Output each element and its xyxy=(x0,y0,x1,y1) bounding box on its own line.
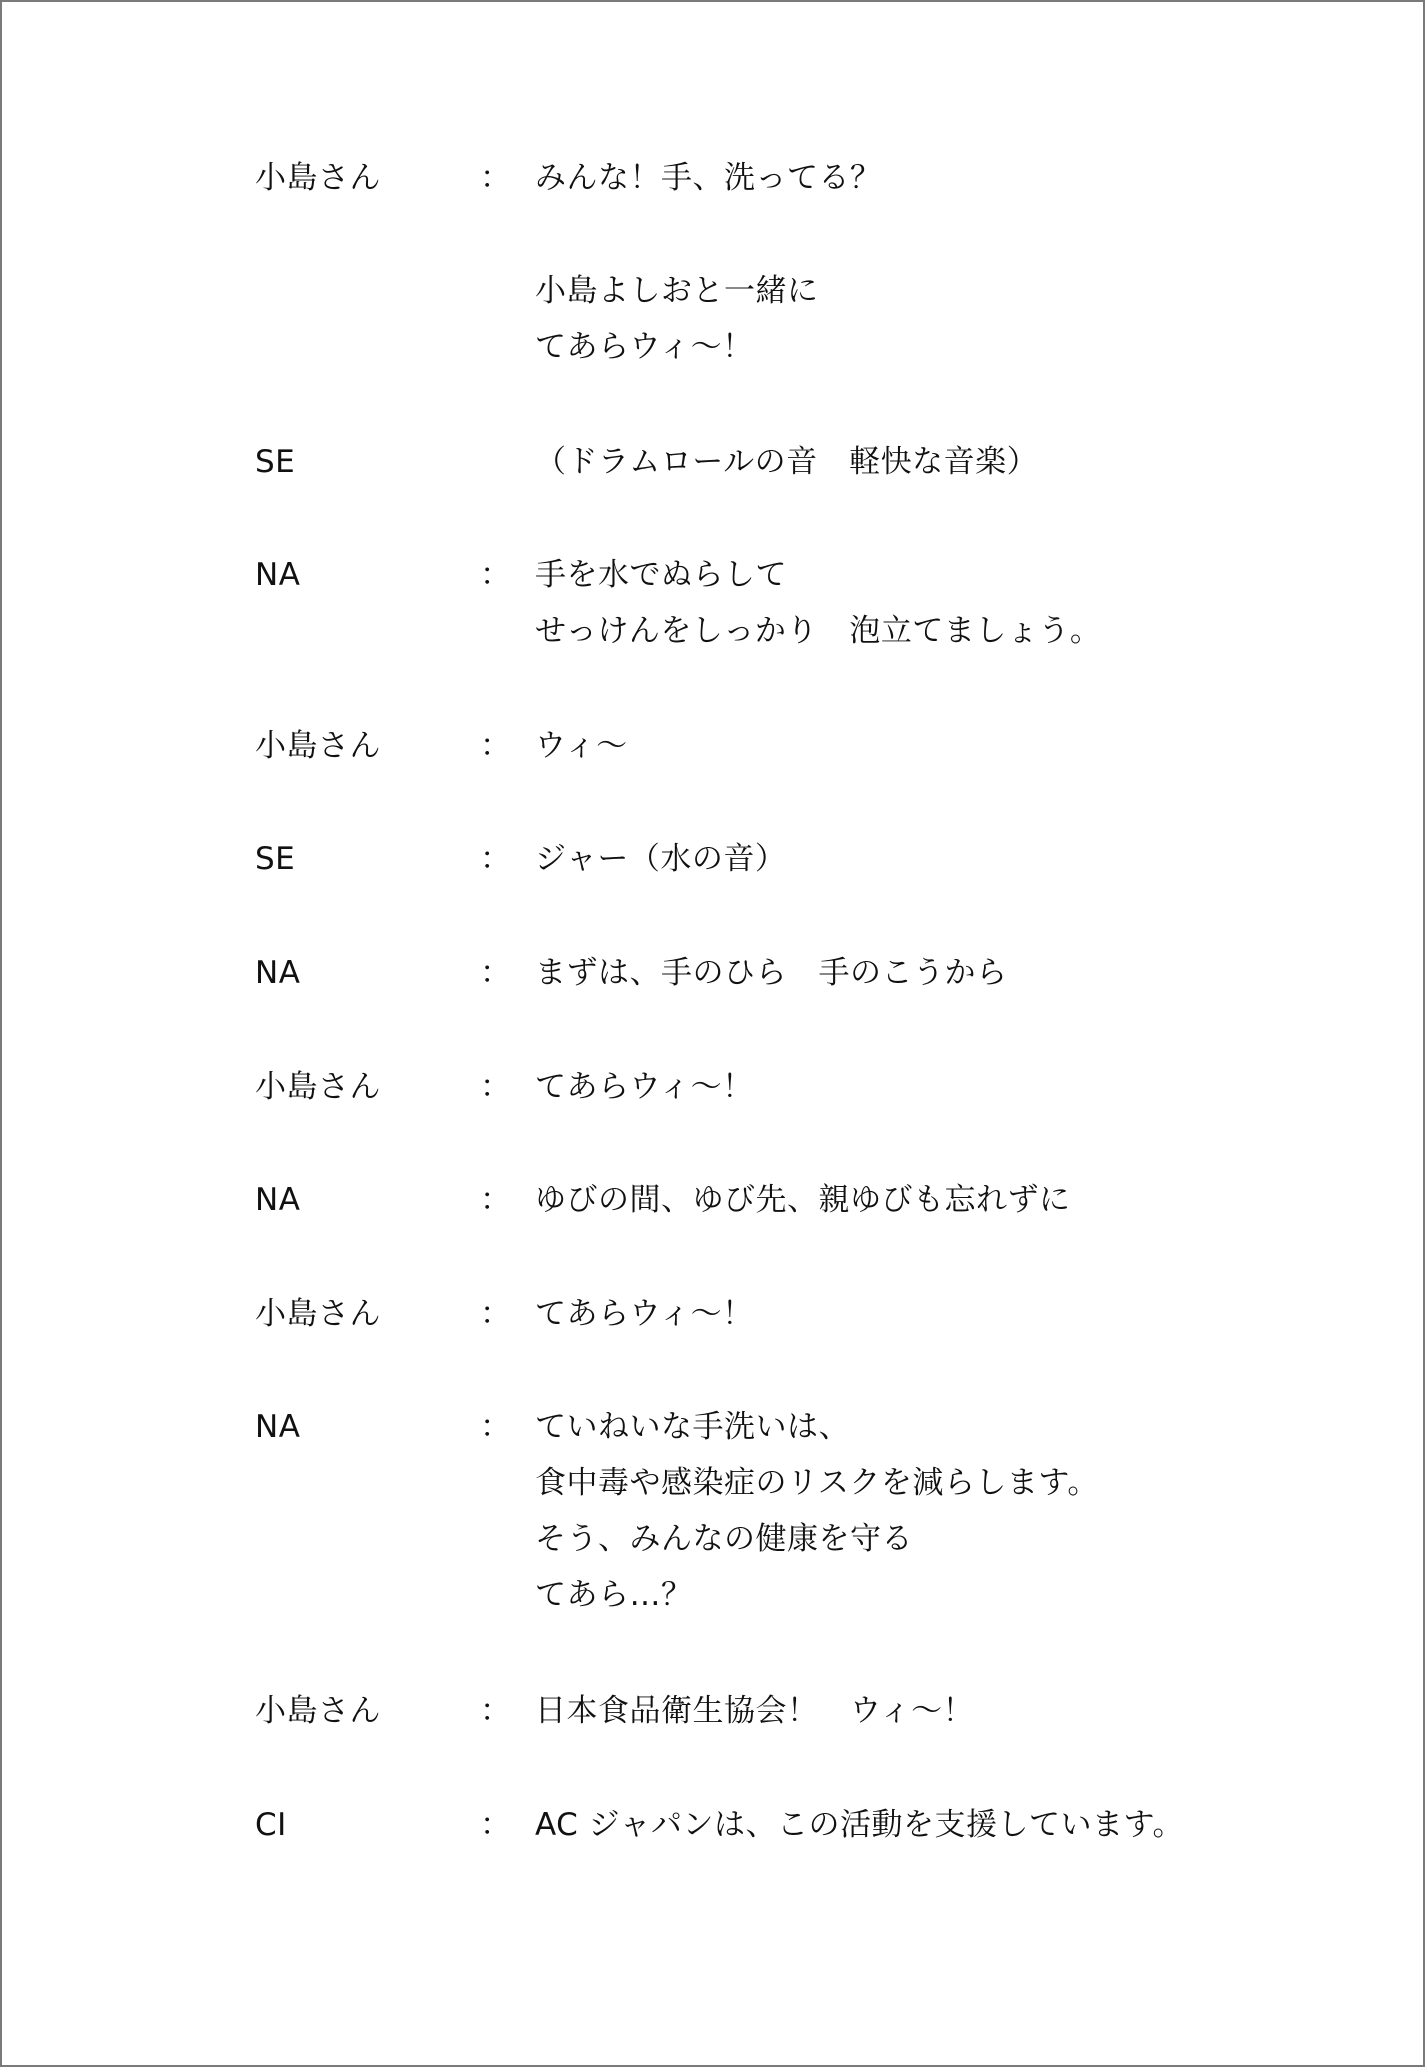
dialogue-lines xyxy=(535,1683,1235,1739)
speaker-label: 小島さん xyxy=(255,160,381,196)
colon-separator: ： xyxy=(480,160,511,196)
script-entry xyxy=(255,1399,1255,1613)
dialogue-line: ウィ～ xyxy=(535,728,628,764)
colon-separator: ： xyxy=(480,955,511,991)
dialogue-lines xyxy=(535,1399,1235,1623)
speaker-label: NA xyxy=(255,955,301,991)
speaker-label: NA xyxy=(255,1182,301,1218)
dialogue-lines xyxy=(535,945,1235,1001)
colon-separator: ： xyxy=(480,841,511,877)
colon-separator: ： xyxy=(480,728,511,764)
colon-separator: ： xyxy=(480,1296,511,1332)
dialogue-lines xyxy=(535,1059,1235,1115)
dialogue-line: せっけんをしっかり 泡立てましょう。 xyxy=(535,613,1102,649)
dialogue-lines xyxy=(535,831,1235,887)
dialogue-lines xyxy=(535,1172,1235,1228)
dialogue-line: 手を水でぬらして xyxy=(535,557,787,593)
dialogue-line: まずは、手のひら 手のこうから xyxy=(535,955,1008,991)
speaker-label: 小島さん xyxy=(255,1069,381,1105)
script-entry xyxy=(255,718,1255,774)
script-entry xyxy=(255,434,1255,490)
script-entry xyxy=(255,1286,1255,1342)
dialogue-line: てあらウィ～！ xyxy=(535,329,754,365)
script-entry xyxy=(255,1683,1255,1739)
script-entry xyxy=(255,945,1255,1001)
dialogue-line: てあら…？ xyxy=(535,1577,693,1613)
script-entry xyxy=(255,1172,1255,1228)
dialogue-line: みんな！手、洗ってる？ xyxy=(535,160,882,196)
speaker-label: 小島さん xyxy=(255,1296,381,1332)
dialogue-lines xyxy=(535,150,1235,375)
dialogue-line: 食中毒や感染症のリスクを減らします。 xyxy=(535,1465,1099,1501)
script-entry xyxy=(255,547,1255,649)
dialogue-line: てあらウィ～！ xyxy=(535,1069,754,1105)
script-entry xyxy=(255,831,1255,887)
dialogue-line: ていねいな手洗いは、 xyxy=(535,1409,850,1445)
dialogue-lines xyxy=(535,1286,1235,1342)
speaker-label: 小島さん xyxy=(255,728,381,764)
colon-separator: ： xyxy=(480,1409,511,1445)
dialogue-lines xyxy=(535,718,1235,774)
dialogue-line: てあらウィ～！ xyxy=(535,1296,754,1332)
dialogue-line: ゆびの間、ゆび先、親ゆびも忘れずに xyxy=(535,1182,1071,1218)
dialogue-line: そう、みんなの健康を守る xyxy=(535,1521,913,1557)
speaker-label: NA xyxy=(255,557,301,593)
colon-separator: ： xyxy=(480,1807,511,1843)
speaker-label: NA xyxy=(255,1409,301,1445)
dialogue-line: 日本食品衛生協会！ ウィ～！ xyxy=(535,1693,975,1729)
script-entry xyxy=(255,1797,1255,1853)
dialogue-lines xyxy=(535,547,1235,659)
script-entry xyxy=(255,1059,1255,1115)
speaker-label: SE xyxy=(255,444,296,480)
speaker-label: SE xyxy=(255,841,296,877)
colon-separator: ： xyxy=(480,557,511,593)
dialogue-line: （ドラムロールの音 軽快な音楽） xyxy=(535,444,1039,480)
dialogue-line: 小島よしおと一緒に xyxy=(535,273,819,309)
dialogue-lines xyxy=(535,1797,1235,1853)
speaker-label: CI xyxy=(255,1807,287,1843)
colon-separator: ： xyxy=(480,1182,511,1218)
dialogue-lines xyxy=(535,434,1235,490)
dialogue-line: ジャー（水の音） xyxy=(535,841,787,877)
colon-separator: ： xyxy=(480,1693,511,1729)
speaker-label: 小島さん xyxy=(255,1693,381,1729)
colon-separator: ： xyxy=(480,1069,511,1105)
script-body xyxy=(255,150,1255,1843)
script-entry xyxy=(255,150,1255,365)
dialogue-line: AC ジャパンは、この活動を支援しています。 xyxy=(535,1807,1185,1843)
